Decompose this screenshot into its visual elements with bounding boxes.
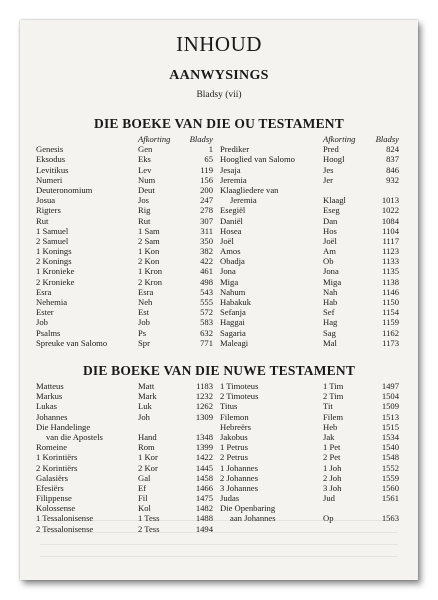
book-row <box>220 154 403 164</box>
book-row <box>36 236 219 246</box>
book-abbreviation: Joël <box>323 235 337 246</box>
book-row <box>220 277 403 287</box>
book-page-number: 543 <box>200 286 213 297</box>
book-page-number: 1232 <box>195 391 213 402</box>
book-page-number: 1084 <box>381 215 399 226</box>
book-row <box>36 452 219 462</box>
book-abbreviation: 2 Kor <box>138 462 158 473</box>
book-name: Hooglied van Salomo <box>220 154 295 165</box>
book-name: 2 Johannes <box>220 472 258 483</box>
book-row <box>220 185 403 195</box>
book-page-number: 1123 <box>382 246 399 257</box>
document-page <box>20 20 418 580</box>
book-name: Die Handelinge <box>36 421 91 432</box>
book-page-number: 555 <box>200 297 213 307</box>
book-abbreviation: Hand <box>138 431 157 442</box>
old-testament-heading: DIE BOEKE VAN DIE OU TESTAMENT <box>94 116 344 131</box>
page-subtitle: AANWYSINGS <box>169 68 269 83</box>
book-row <box>36 422 219 432</box>
book-name: Klaagliedere van <box>220 184 279 195</box>
book-page-number: 1422 <box>195 452 213 463</box>
book-page-number: 1162 <box>382 327 399 338</box>
book-abbreviation: Mark <box>138 391 157 402</box>
book-abbreviation: Spr <box>138 337 150 348</box>
book-name: van die Apostels <box>46 431 103 442</box>
book-name: 1 Tessalonisense <box>36 513 94 524</box>
book-page-number: 1 <box>208 144 213 155</box>
abbreviation-header: Afkorting <box>323 134 356 144</box>
book-page-number: 247 <box>200 195 213 206</box>
book-abbreviation: 2 Sam <box>138 235 160 246</box>
book-name: Matteus <box>36 381 64 391</box>
book-abbreviation: Nah <box>323 286 338 297</box>
book-page-number: 156 <box>200 174 213 185</box>
book-name: Galasiërs <box>36 472 68 483</box>
book-abbreviation: Esra <box>138 286 154 297</box>
book-row <box>36 328 219 338</box>
book-abbreviation: Ef <box>138 482 147 493</box>
book-page-number: 1466 <box>195 482 213 493</box>
book-row <box>220 442 403 452</box>
book-page-number: 1159 <box>382 317 399 328</box>
book-page-number: 1559 <box>381 472 399 483</box>
book-name: Jeremia <box>230 195 257 206</box>
book-name: 1 Korintiërs <box>36 452 78 463</box>
book-page-number: 1104 <box>382 225 399 236</box>
book-name: 2 Petrus <box>220 452 248 463</box>
book-abbreviation: Job <box>138 317 150 328</box>
page-header: Bladsy <box>375 134 399 144</box>
book-row <box>36 195 219 205</box>
book-abbreviation: Rut <box>138 215 151 226</box>
book-abbreviation: Kol <box>138 503 151 514</box>
book-abbreviation: 2 Kon <box>138 256 160 267</box>
book-abbreviation: Sag <box>323 327 336 338</box>
book-name: Jona <box>220 266 236 277</box>
book-name: Die Openbaring <box>220 503 276 514</box>
book-page-number: 1488 <box>195 513 213 524</box>
book-name: Jakobus <box>220 431 248 442</box>
book-row <box>220 391 403 401</box>
book-name: Sagaria <box>220 327 246 338</box>
book-name: 2 Korintiërs <box>36 462 78 473</box>
column-header <box>36 134 219 144</box>
book-abbreviation: Hab <box>323 297 338 307</box>
book-row <box>220 422 403 432</box>
book-name: Efesiërs <box>36 482 64 493</box>
book-row <box>220 236 403 246</box>
book-row <box>36 493 219 503</box>
book-name: Hebreërs <box>220 421 252 432</box>
book-row <box>220 328 403 338</box>
book-abbreviation: Neh <box>138 297 153 307</box>
book-row <box>36 266 219 276</box>
page-title: INHOUD <box>176 32 262 56</box>
book-abbreviation: 2 Tess <box>138 523 160 534</box>
book-name: Joël <box>220 235 234 246</box>
book-abbreviation: 1 Kor <box>138 452 158 463</box>
book-abbreviation: Jes <box>323 164 334 175</box>
book-name: Eksodus <box>36 154 66 165</box>
book-abbreviation: Ps <box>138 327 147 338</box>
book-abbreviation: Jud <box>323 493 335 504</box>
book-row <box>220 493 403 503</box>
book-page-number: 1513 <box>381 411 399 422</box>
book-abbreviation: Tit <box>323 401 333 412</box>
book-page-number: 65 <box>204 154 213 165</box>
book-abbreviation: Rom <box>138 442 155 453</box>
book-name: Maleagi <box>220 337 249 348</box>
book-abbreviation: 2 Tim <box>323 391 344 402</box>
book-row <box>220 226 403 236</box>
book-page-number: 1150 <box>382 297 399 307</box>
book-page-number: 1117 <box>382 235 399 246</box>
book-row <box>220 432 403 442</box>
book-name: Judas <box>220 493 240 504</box>
new-testament-left-column <box>36 381 219 534</box>
book-row <box>220 381 403 391</box>
book-name: Prediker <box>220 144 250 155</box>
book-name: 3 Johannes <box>220 482 258 493</box>
book-page-number: 1309 <box>195 411 213 422</box>
book-row <box>36 246 219 256</box>
book-abbreviation: Jos <box>138 195 149 206</box>
book-row <box>36 205 219 215</box>
book-name: Kolossense <box>36 503 76 514</box>
book-abbreviation: Gen <box>138 144 153 155</box>
book-row <box>36 442 219 452</box>
book-abbreviation: Filem <box>323 411 344 422</box>
book-name: 1 Kronieke <box>36 266 75 277</box>
book-row <box>36 483 219 493</box>
book-page-number: 1509 <box>381 401 399 412</box>
book-page-number: 1348 <box>195 431 213 442</box>
book-name: 2 Tessalonisense <box>36 523 94 534</box>
book-page-number: 1494 <box>195 523 213 534</box>
book-abbreviation: 1 Kon <box>138 246 160 257</box>
book-row <box>220 473 403 483</box>
book-page-number: 824 <box>386 144 399 155</box>
bleed-through-line <box>40 544 398 545</box>
book-row <box>36 165 219 175</box>
book-page-number: 1013 <box>381 195 399 206</box>
bleed-through-line <box>40 556 398 557</box>
book-row <box>36 297 219 307</box>
book-page-number: 1560 <box>381 482 399 493</box>
bleed-through-line <box>40 520 398 521</box>
book-name: Sefanja <box>220 307 246 318</box>
new-testament-heading: DIE BOEKE VAN DIE NUWE TESTAMENT <box>82 363 356 378</box>
book-row <box>220 297 403 307</box>
book-row <box>36 287 219 297</box>
book-row <box>36 338 219 348</box>
book-row <box>36 381 219 391</box>
book-abbreviation: 2 Kron <box>138 276 163 287</box>
book-abbreviation: Am <box>323 246 336 257</box>
book-row <box>220 195 403 205</box>
book-page-number: 1561 <box>381 493 399 504</box>
book-page-number: 1552 <box>381 462 399 473</box>
book-name: Josua <box>36 195 56 206</box>
book-row <box>36 226 219 236</box>
book-row <box>220 401 403 411</box>
book-page-number: 382 <box>200 246 213 257</box>
book-page-number: 1135 <box>382 266 399 277</box>
book-row <box>220 338 403 348</box>
book-page-number: 1563 <box>381 513 399 524</box>
book-row <box>36 317 219 327</box>
book-row <box>36 277 219 287</box>
book-name: Esegiël <box>220 205 246 216</box>
book-row <box>220 307 403 317</box>
book-name: Lukas <box>36 401 58 412</box>
book-row <box>36 503 219 513</box>
book-page-number: 307 <box>200 215 213 226</box>
book-name: Obadja <box>220 256 245 267</box>
book-row <box>220 246 403 256</box>
book-abbreviation: Deut <box>138 184 155 195</box>
book-name: 2 Timoteus <box>220 391 259 402</box>
book-name: Hosea <box>220 225 242 236</box>
book-name: Johannes <box>36 411 68 422</box>
book-abbreviation: Fil <box>138 493 148 504</box>
book-abbreviation: Luk <box>138 401 152 412</box>
book-page-number: 1548 <box>381 452 399 463</box>
book-abbreviation: 1 Sam <box>138 225 160 236</box>
book-name: Psalms <box>36 327 61 338</box>
book-abbreviation: Jak <box>323 431 335 442</box>
book-page-number: 1399 <box>195 442 213 453</box>
book-abbreviation: 1 Tess <box>138 513 160 524</box>
book-name: Daniël <box>220 215 243 226</box>
page-reference: Bladsy (vii) <box>196 90 242 100</box>
book-row <box>36 216 219 226</box>
book-page-number: 632 <box>200 327 213 338</box>
book-row <box>220 165 403 175</box>
book-row <box>36 432 219 442</box>
book-row <box>36 473 219 483</box>
book-page-number: 1262 <box>195 401 213 412</box>
book-abbreviation: Op <box>323 513 334 524</box>
book-abbreviation: Sef <box>323 307 335 318</box>
book-page-number: 1482 <box>195 503 213 514</box>
book-abbreviation: 3 Joh <box>323 482 342 493</box>
book-row <box>36 185 219 195</box>
book-name: Titus <box>220 401 238 412</box>
book-page-number: 1138 <box>382 276 399 287</box>
book-name: Markus <box>36 391 63 402</box>
book-row <box>220 144 403 154</box>
book-name: Nehemia <box>36 297 68 307</box>
book-page-number: 1173 <box>382 337 399 348</box>
book-page-number: 1540 <box>381 442 399 453</box>
book-row <box>220 205 403 215</box>
book-page-number: 1022 <box>381 205 399 216</box>
book-name: aan Johannes <box>230 513 276 524</box>
book-page-number: 278 <box>200 205 213 216</box>
book-page-number: 1146 <box>382 286 399 297</box>
book-abbreviation: Hag <box>323 317 338 328</box>
book-page-number: 1183 <box>196 381 213 391</box>
book-row <box>220 513 403 523</box>
book-row <box>220 463 403 473</box>
book-name: 1 Petrus <box>220 442 248 453</box>
book-page-number: 1504 <box>381 391 399 402</box>
bleed-through-line <box>40 532 398 533</box>
book-row <box>220 256 403 266</box>
book-abbreviation: 1 Joh <box>323 462 342 473</box>
book-page-number: 583 <box>200 317 213 328</box>
book-row <box>36 154 219 164</box>
book-page-number: 572 <box>200 307 213 318</box>
book-page-number: 1515 <box>381 421 399 432</box>
book-abbreviation: Dan <box>323 215 338 226</box>
book-name: 2 Kronieke <box>36 276 75 287</box>
column-header <box>220 134 403 144</box>
book-abbreviation: Klaagl <box>323 195 346 206</box>
book-abbreviation: Pred <box>323 144 339 155</box>
book-row <box>36 144 219 154</box>
book-name: Jeremia <box>220 174 247 185</box>
book-abbreviation: Jer <box>323 174 334 185</box>
book-page-number: 422 <box>200 256 213 267</box>
book-name: 1 Timoteus <box>220 381 259 391</box>
book-abbreviation: Hoogl <box>323 154 345 165</box>
book-row <box>220 287 403 297</box>
book-name: Job <box>36 317 48 328</box>
book-name: Miga <box>220 276 239 287</box>
book-name: Amos <box>220 246 241 257</box>
book-page-number: 1154 <box>382 307 399 318</box>
book-row <box>220 452 403 462</box>
book-name: Levitikus <box>36 164 69 175</box>
book-name: Esra <box>36 286 52 297</box>
book-name: Filippense <box>36 493 72 504</box>
book-page-number: 200 <box>200 184 213 195</box>
book-abbreviation: Num <box>138 174 156 185</box>
book-name: Filemon <box>220 411 249 422</box>
book-abbreviation: 1 Tim <box>323 381 344 391</box>
book-page-number: 1445 <box>195 462 213 473</box>
book-page-number: 1458 <box>195 472 213 483</box>
book-name: Spreuke van Salomo <box>36 337 108 348</box>
book-row <box>36 391 219 401</box>
book-abbreviation: Rig <box>138 205 151 216</box>
book-name: Ester <box>36 307 54 318</box>
book-name: Habakuk <box>220 297 252 307</box>
book-abbreviation: Est <box>138 307 149 318</box>
book-abbreviation: 1 Kron <box>138 266 163 277</box>
book-row <box>36 401 219 411</box>
book-name: Rut <box>36 215 49 226</box>
book-abbreviation: 2 Pet <box>323 452 341 463</box>
book-abbreviation: Miga <box>323 276 342 287</box>
book-abbreviation: Ob <box>323 256 334 267</box>
book-abbreviation: 2 Joh <box>323 472 342 483</box>
book-abbreviation: Eseg <box>323 205 340 216</box>
book-page-number: 1534 <box>381 431 399 442</box>
book-page-number: 350 <box>200 235 213 246</box>
book-row <box>36 513 219 523</box>
old-testament-left-column <box>36 134 219 348</box>
book-name: Haggai <box>220 317 245 328</box>
book-page-number: 932 <box>386 174 399 185</box>
book-page-number: 1497 <box>381 381 399 391</box>
book-row <box>220 175 403 185</box>
book-page-number: 1475 <box>195 493 213 504</box>
book-row <box>220 483 403 493</box>
new-testament-right-column <box>220 381 403 524</box>
book-name: 2 Konings <box>36 256 72 267</box>
book-row <box>36 307 219 317</box>
book-abbreviation: Hos <box>323 225 337 236</box>
book-page-number: 461 <box>200 266 213 277</box>
book-name: Nahum <box>220 286 246 297</box>
book-row <box>220 216 403 226</box>
book-page-number: 311 <box>200 225 213 236</box>
book-page-number: 498 <box>200 276 213 287</box>
book-name: Jesaja <box>220 164 241 175</box>
book-name: Deuteronomium <box>36 184 93 195</box>
book-row <box>220 266 403 276</box>
book-abbreviation: Joh <box>138 411 150 422</box>
book-row <box>220 317 403 327</box>
book-row <box>220 412 403 422</box>
book-name: 1 Konings <box>36 246 72 257</box>
book-abbreviation: Gal <box>138 472 151 483</box>
page-header: Bladsy <box>189 134 213 144</box>
abbreviation-header: Afkorting <box>138 134 171 144</box>
book-name: 1 Johannes <box>220 462 258 473</box>
book-page-number: 837 <box>386 154 399 165</box>
book-page-number: 846 <box>386 164 399 175</box>
book-name: 2 Samuel <box>36 235 69 246</box>
book-page-number: 771 <box>200 337 213 348</box>
book-abbreviation: Eks <box>138 154 151 165</box>
old-testament-right-column <box>220 134 403 348</box>
book-abbreviation: Matt <box>138 381 155 391</box>
book-name: Romeine <box>36 442 68 453</box>
book-page-number: 119 <box>200 164 213 175</box>
book-name: Genesis <box>36 144 64 155</box>
book-row <box>36 412 219 422</box>
book-page-number: 1133 <box>382 256 399 267</box>
book-row <box>220 503 403 513</box>
book-abbreviation: Mal <box>323 337 337 348</box>
book-row <box>36 175 219 185</box>
book-name: Rigters <box>36 205 61 216</box>
book-abbreviation: Lev <box>138 164 152 175</box>
book-abbreviation: Jona <box>323 266 339 277</box>
book-abbreviation: 1 Pet <box>323 442 341 453</box>
book-row <box>36 256 219 266</box>
book-name: Numeri <box>36 174 63 185</box>
book-abbreviation: Heb <box>323 421 338 432</box>
book-name: 1 Samuel <box>36 225 69 236</box>
book-row <box>36 463 219 473</box>
